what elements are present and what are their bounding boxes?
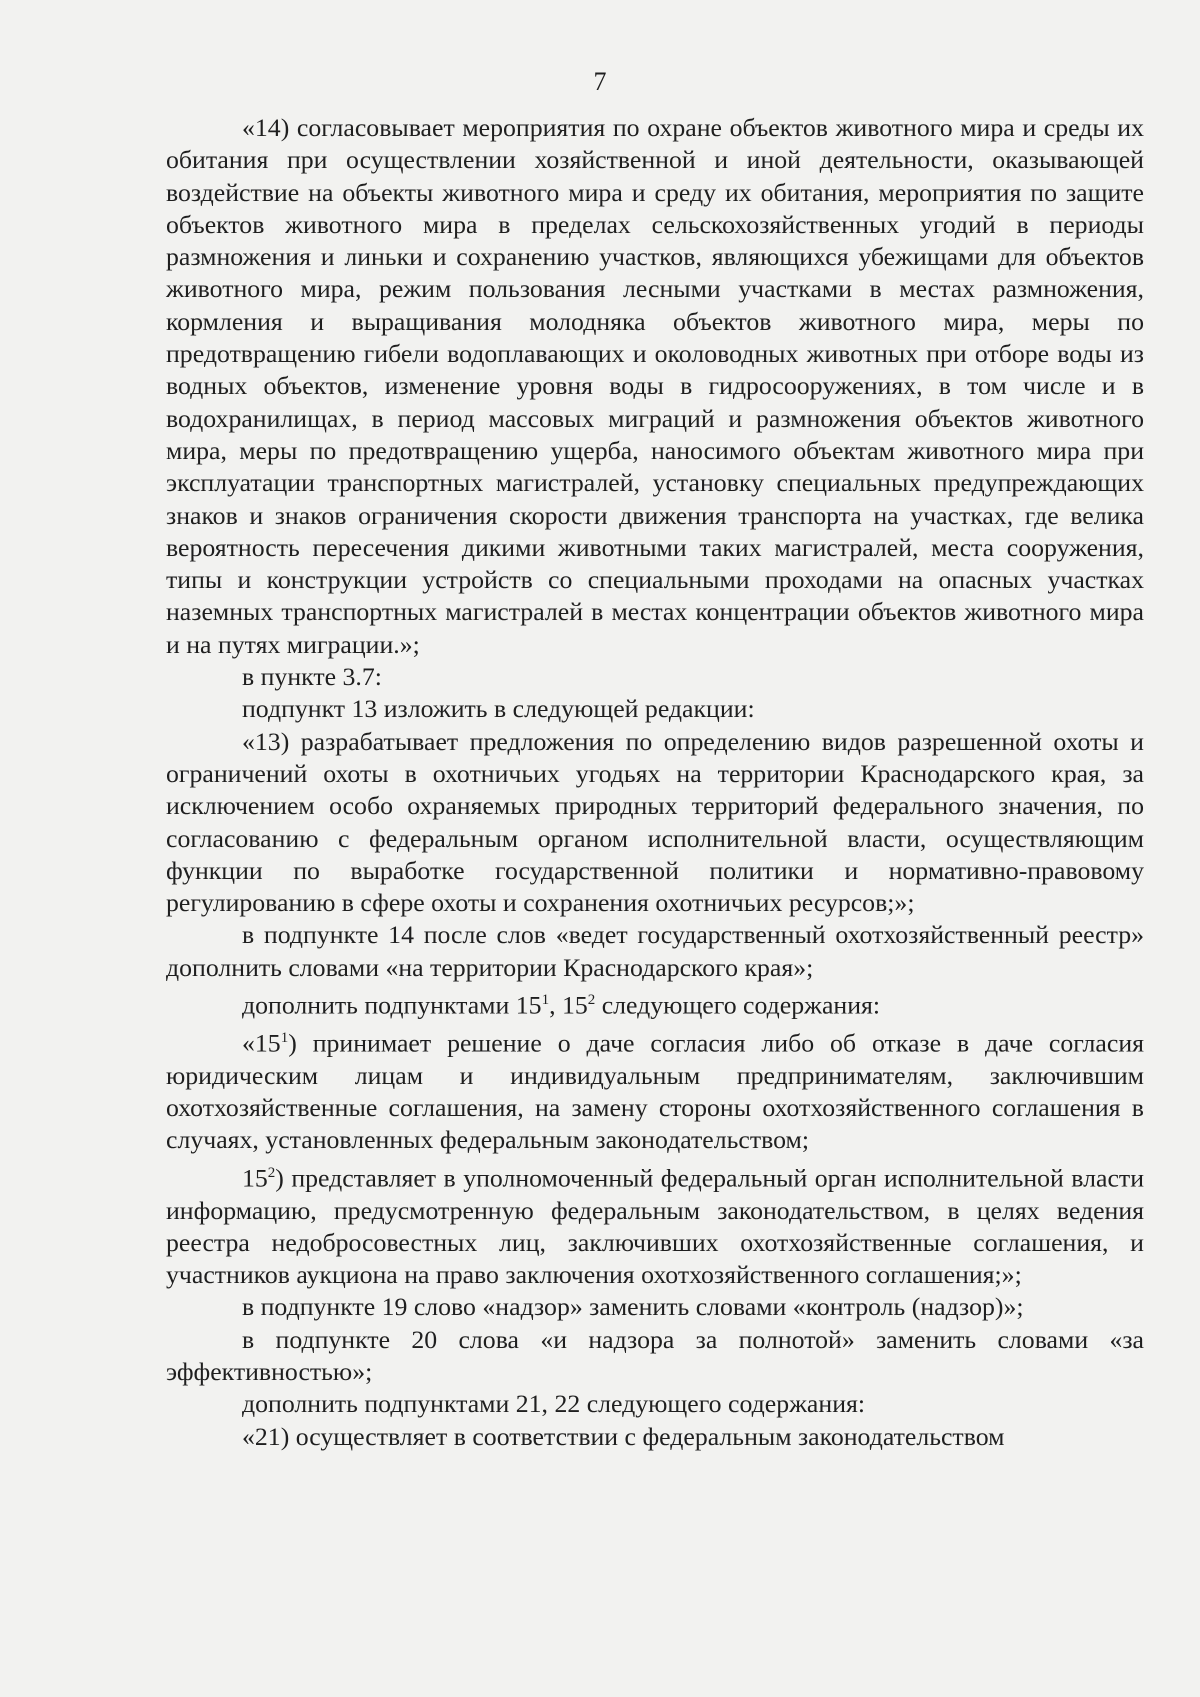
text-run: подпункт 13 изложить в следующей редакции:	[242, 694, 755, 724]
paragraph	[166, 726, 1144, 920]
text-run: в подпункте 19 слово «надзор» заменить словами «контроль (надзор)»;	[242, 1292, 1024, 1322]
text-run: 15	[242, 1163, 268, 1193]
text-run: ) принимает решение о даче согласия либо об отказе в даче согласия юридическим лицам и индивидуальным предпринимателям, заключившим охотхозяйственные соглашения, на замену стороны охотхозяйственного соглашения в случаях, установленных федеральным законодательством;	[166, 1028, 1144, 1155]
paragraph	[166, 1421, 1144, 1453]
document-body	[166, 112, 1144, 1453]
text-run: «21) осуществляет в соответствии с федеральным законодательством	[242, 1421, 1005, 1451]
paragraph	[166, 112, 1144, 661]
text-run: дополнить подпунктами 15	[242, 990, 542, 1020]
superscript: 2	[267, 1164, 276, 1181]
text-run: ) представляет в уполномоченный федеральный орган исполнительной власти информацию, предусмотренную федеральным законодательством, в целях ведения реестра недобросовестных лиц, заключивших охотхозяйственные соглашения, и участников аукциона на право заключения охотхозяйственного соглашения;»;	[166, 1163, 1144, 1290]
paragraph	[166, 661, 1144, 693]
page-number: 7	[593, 67, 607, 96]
paragraph	[166, 693, 1144, 725]
text-run: , 15	[549, 990, 588, 1020]
text-run: в подпункте 20 слова «и надзора за полнотой» заменить словами «за эффективностью»;	[166, 1324, 1144, 1387]
paragraph	[166, 984, 1144, 1022]
paragraph	[166, 1388, 1144, 1420]
paragraph	[166, 1157, 1144, 1292]
paragraph	[166, 1022, 1144, 1157]
superscript: 1	[280, 1029, 289, 1046]
paragraph	[166, 1291, 1144, 1323]
paragraph	[166, 919, 1144, 984]
text-run: в пункте 3.7:	[242, 662, 382, 692]
text-run: в подпункте 14 после слов «ведет государственный охотхозяйственный реестр» дополнить словами «на территории Краснодарского края»;	[166, 920, 1144, 982]
text-run: «14) согласовывает мероприятия по охране объектов животного мира и среды их обитания при осуществлении хозяйственной и иной деятельности, оказывающей воздействие на объекты животного мира и среду их обитания, мероприятия по защите объектов животного мира в пределах сельскохозяйственных угодий в периоды размножения и линьки и сохранению участков, являющихся убежищами для объектов животного мира, режим пользования лесными участками в местах размножения, кормления и выращивания молодняка объектов животного мира, меры по предотвращению гибели водоплавающих и околоводных животных при отборе воды из водных объектов, изменение уровня воды в гидросооружениях, в том числе и в водохранилищах, в период массовых миграций и размножения объектов животного мира, меры по предотвращению ущерба, наносимого объектам животного мира при эксплуатации транспортных магистралей, установку специальных предупреждающих знаков и знаков ограничения скорости движения транспорта на участках, где велика вероятность пересечения дикими животными таких магистралей, места сооружения, типы и конструкции устройств со специальными проходами на опасных участках наземных транспортных магистралей в местах концентрации объектов животного мира и на путях миграции.»;	[166, 113, 1144, 659]
text-run: «15	[242, 1028, 281, 1058]
text-run: дополнить подпунктами 21, 22 следующего содержания:	[242, 1389, 866, 1419]
text-run: «13) разрабатывает предложения по определению видов разрешенной охоты и ограничений охоты в охотничьих угодьях на территории Краснодарского края, за исключением особо охраняемых природных территорий федерального значения, по согласованию с федеральным органом исполнительной власти, осуществляющим функции по выработке государственной политики и нормативно-правовому регулированию в сфере охоты и сохранения охотничьих ресурсов;»;	[166, 726, 1144, 918]
text-run: следующего содержания:	[595, 990, 881, 1020]
paragraph	[166, 1324, 1144, 1389]
superscript: 2	[587, 992, 596, 1009]
superscript: 1	[541, 992, 550, 1009]
